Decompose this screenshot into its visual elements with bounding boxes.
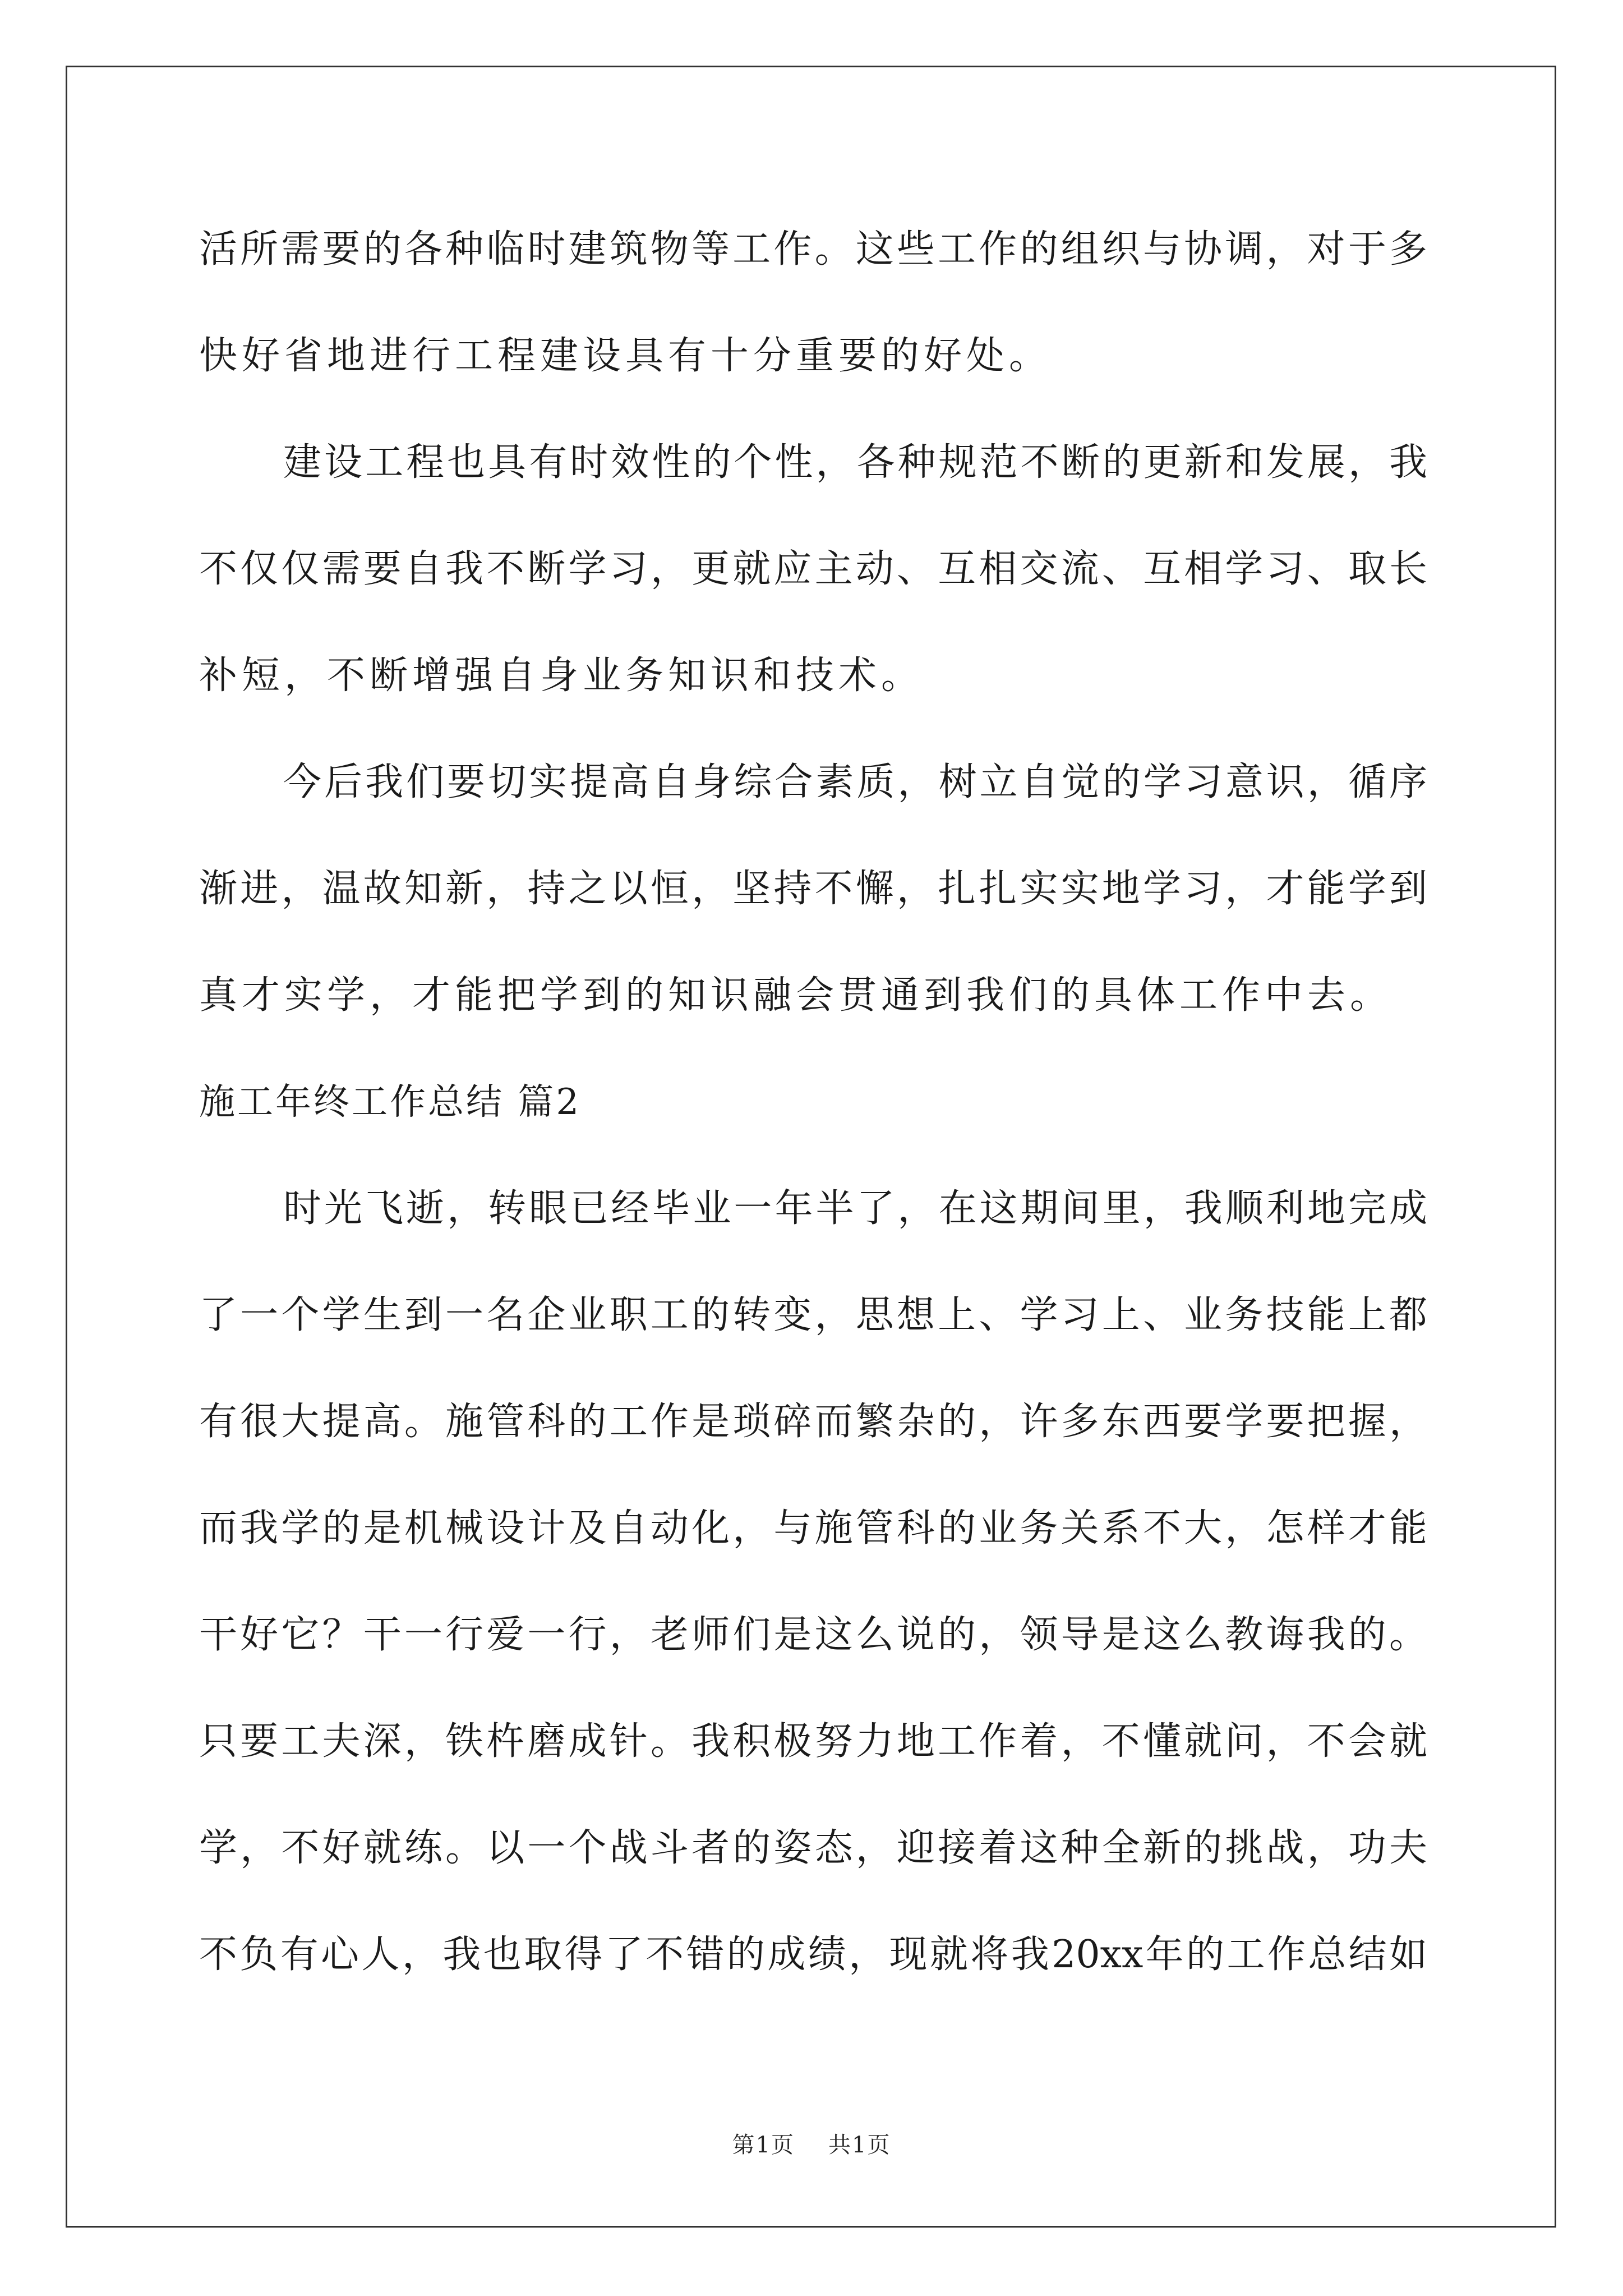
page-border	[66, 66, 1556, 2228]
paragraph-line: 不仅仅需要自我不断学习，更就应主动、互相交流、互相学习、取长	[199, 547, 1427, 591]
page-number: 第1页	[732, 2132, 795, 2158]
paragraph-line: 快好省地进行工程建设具有十分重要的好处。	[199, 334, 1052, 378]
paragraph-line: 干好它？干一行爱一行，老师们是这么说的，领导是这么教诲我的。	[199, 1613, 1427, 1657]
page-footer	[0, 2127, 1623, 2159]
paragraph-line: 渐进，温故知新，持之以恒，坚持不懈，扎扎实实地学习，才能学到	[199, 867, 1427, 911]
paragraph-line: 有很大提高。施管科的工作是琐碎而繁杂的，许多东西要学要把握，	[199, 1400, 1427, 1444]
paragraph-line: 只要工夫深，铁杵磨成针。我积极努力地工作着，不懂就问，不会就	[199, 1719, 1427, 1764]
paragraph-line: 了一个学生到一名企业职工的转变，思想上、学习上、业务技能上都	[199, 1293, 1427, 1337]
paragraph-line: 而我学的是机械设计及自动化，与施管科的业务关系不大，怎样才能	[199, 1506, 1427, 1550]
paragraph-line: 学，不好就练。以一个战斗者的姿态，迎接着这种全新的挑战，功夫	[199, 1826, 1427, 1870]
paragraph-line: 时光飞逝，转眼已经毕业一年半了，在这期间里，我顺利地完成	[283, 1186, 1427, 1231]
paragraph-line: 补短，不断增强自身业务知识和技术。	[199, 654, 924, 698]
paragraph-line: 建设工程也具有时效性的个性，各种规范不断的更新和发展，我	[283, 440, 1427, 485]
page-total: 共1页	[828, 2132, 891, 2158]
paragraph-line: 活所需要的各种临时建筑物等工作。这些工作的组织与协调，对于多	[199, 227, 1427, 272]
section-heading: 施工年终工作总结 篇2	[199, 1082, 582, 1123]
paragraph-line: 不负有心人，我也取得了不错的成绩，现就将我20xx年的工作总结如	[199, 1932, 1427, 1977]
paragraph-line: 真才实学，才能把学到的知识融会贯通到我们的具体工作中去。	[199, 973, 1393, 1018]
paragraph-line: 今后我们要切实提高自身综合素质，树立自觉的学习意识，循序	[283, 760, 1427, 804]
